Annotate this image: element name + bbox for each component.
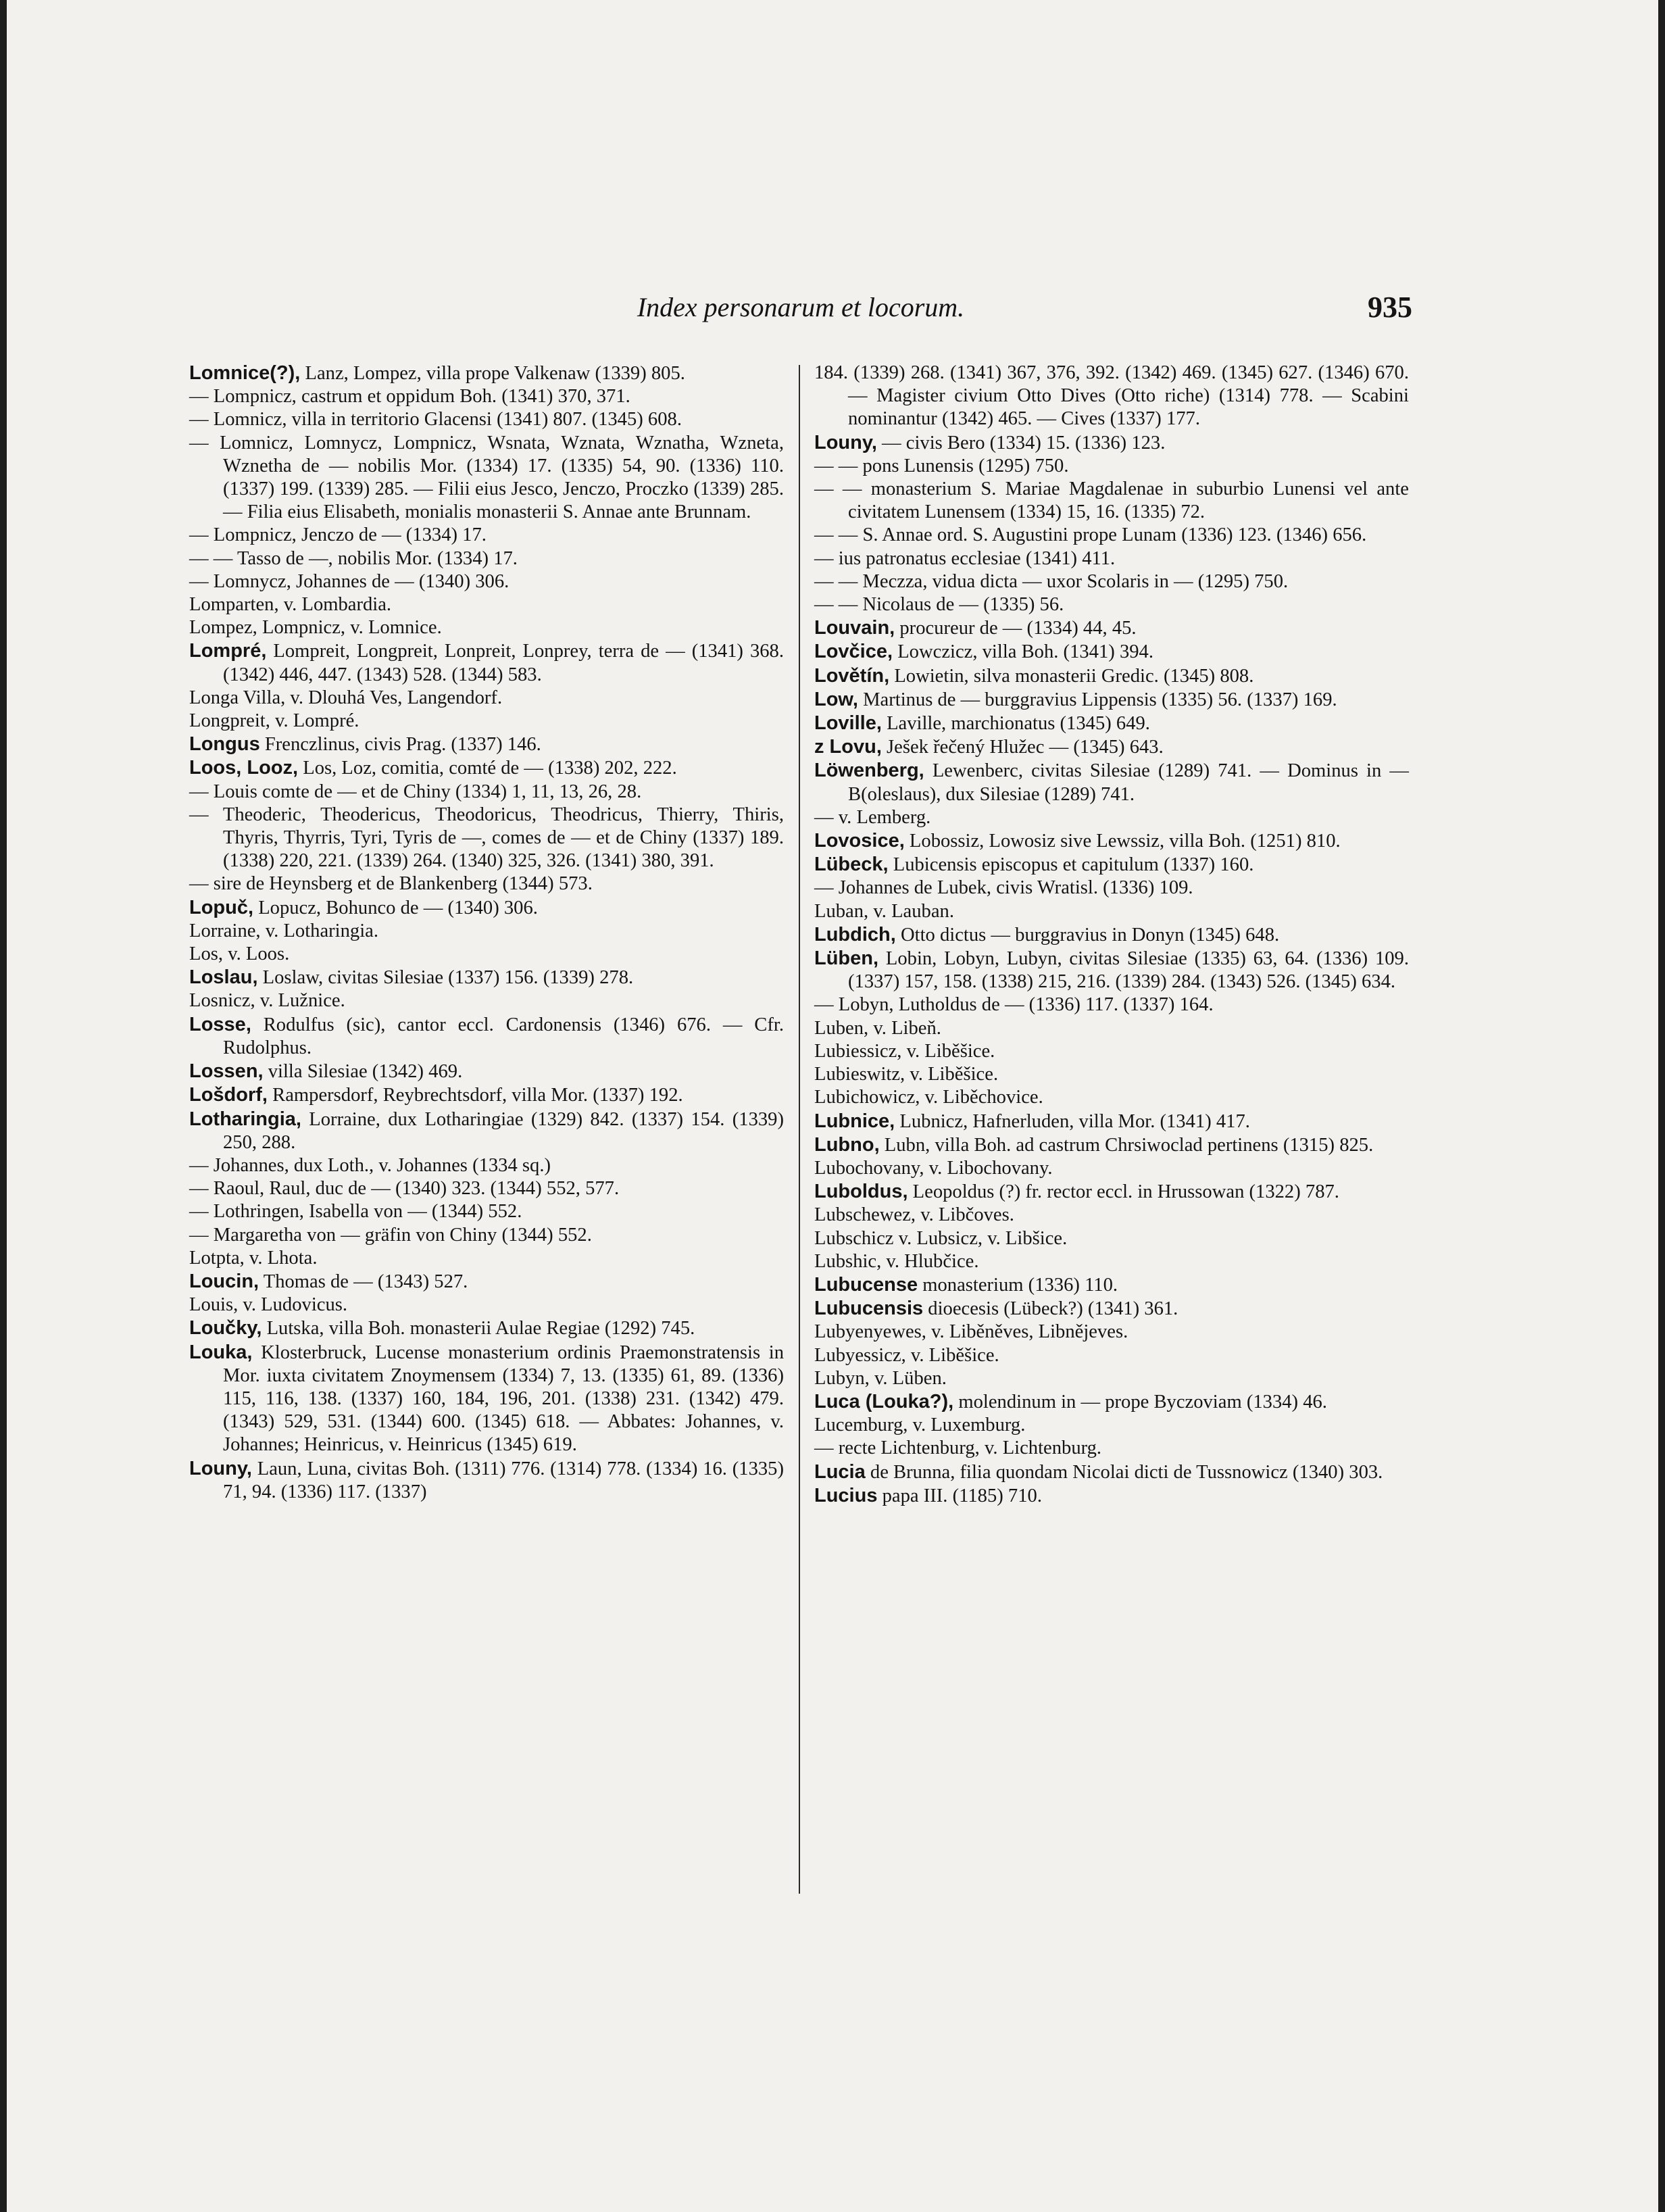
index-entry	[189, 1200, 784, 1223]
index-entry	[814, 1040, 1409, 1063]
index-entry	[189, 408, 784, 431]
entry-lemma: Loos, Looz,	[189, 757, 299, 779]
entry-text: — Johannes, dux Loth., v. Johannes (1334 sq.)	[189, 1154, 551, 1176]
entry-text: Otto dictus — burggravius in Donyn (1345) 648.	[895, 924, 1280, 945]
entry-text: — Lomnycz, Johannes de — (1340) 306.	[189, 570, 510, 592]
index-entry	[814, 829, 1409, 853]
index-entry	[814, 712, 1409, 735]
index-entry	[189, 966, 784, 989]
entry-text: — — monasterium S. Mariae Magdalenae in suburbio Lunensi vel ante civitatem Lunensem (1334) 15, 16. (1335) 72.	[814, 478, 1409, 523]
entry-text: — Lompnicz, castrum et oppidum Boh. (1341) 370, 371.	[189, 386, 630, 408]
index-entry	[189, 639, 784, 686]
index-entry	[189, 1108, 784, 1154]
entry-text: Leopoldus (?) fr. rector eccl. in Hrussowan (1322) 787.	[908, 1181, 1339, 1203]
entry-text: — — pons Lunensis (1295) 750.	[814, 455, 1069, 476]
entry-text: Lubiessicz, v. Liběšice.	[814, 1040, 995, 1062]
index-entry	[814, 1297, 1409, 1321]
entry-text: monasterium (1336) 110.	[918, 1274, 1118, 1296]
entry-text: 184. (1339) 268. (1341) 367, 376, 392. (1342) 469. (1345) 627. (1346) 670. — Magister civium Otto Dives (Otto riche) (1314) 778. — Scabini nominantur (1342) 465. — Cives (1337) 177.	[814, 362, 1409, 430]
entry-lemma: Lubdich,	[814, 923, 896, 945]
index-entry	[814, 1063, 1409, 1086]
index-entry	[814, 947, 1409, 993]
entry-lemma: Lubucensis	[814, 1298, 924, 1320]
entry-lemma: Lossen,	[189, 1060, 264, 1083]
entry-text: — sire de Heynsberg et de Blankenberg (1344) 573.	[189, 873, 593, 895]
entry-lemma: Lovětín,	[814, 664, 890, 687]
entry-lemma: Lucius	[814, 1484, 878, 1506]
entry-text: — recte Lichtenburg, v. Lichtenburg.	[814, 1437, 1102, 1459]
index-entry	[189, 710, 784, 733]
entry-text: Lompez, Lompnicz, v. Lomnice.	[189, 617, 442, 639]
entry-lemma: Lopuč,	[189, 896, 254, 918]
index-entry	[189, 1270, 784, 1294]
entry-text: Lobin, Lobyn, Lubyn, civitas Silesiae (1335) 63, 64. (1336) 109. (1337) 157, 158. (1338) 215, 216. (1339) 284. (1343) 526. (1345) 634.	[848, 948, 1409, 993]
index-entry	[814, 1180, 1409, 1204]
column-divider	[799, 365, 800, 1894]
running-title: Index personarum et locorum.	[637, 292, 965, 322]
index-entry	[189, 1247, 784, 1270]
entry-text: Los, Loz, comitia, comté de — (1338) 202, 222.	[298, 758, 677, 779]
entry-text: Laville, marchionatus (1345) 649.	[881, 713, 1150, 735]
index-entry	[189, 1154, 784, 1177]
index-entry	[189, 872, 784, 895]
index-entry	[189, 385, 784, 408]
entry-lemma: Löwenberg,	[814, 760, 924, 782]
entry-lemma: Lucia	[814, 1460, 866, 1483]
index-entry	[814, 853, 1409, 877]
index-entry	[814, 1086, 1409, 1109]
index-entry	[189, 1013, 784, 1060]
index-entry	[189, 733, 784, 756]
entry-text: Loslaw, civitas Silesiae (1337) 156. (1339) 278.	[257, 967, 634, 989]
index-entry	[814, 640, 1409, 664]
index-entry	[814, 923, 1409, 947]
entry-text: Laun, Luna, civitas Boh. (1311) 776. (1314) 778. (1334) 16. (1335) 71, 94. (1336) 117. (1337)	[223, 1458, 784, 1502]
entry-text: Ješek řečený Hlužec — (1345) 643.	[881, 737, 1164, 758]
book-page	[7, 0, 1658, 2212]
entry-text: Louis, v. Ludovicus.	[189, 1294, 348, 1316]
entry-lemma: Lovčice,	[814, 641, 893, 663]
index-entry	[814, 877, 1409, 900]
index-entry	[814, 524, 1409, 547]
entry-lemma: Louny,	[814, 431, 877, 453]
page-number: 935	[1368, 291, 1412, 324]
entry-text: Lubochovany, v. Libochovany.	[814, 1157, 1053, 1179]
index-entry	[189, 616, 784, 639]
index-entry	[814, 1321, 1409, 1344]
index-entry	[189, 756, 784, 780]
index-entry	[189, 989, 784, 1012]
entry-lemma: Lubnice,	[814, 1110, 895, 1132]
entry-text: — Lomnicz, Lomnycz, Lompnicz, Wsnata, Wznata, Wznatha, Wzneta, Wznetha de — nobilis Mor. (1334) 17. (1335) 54, 90. (1336) 110. (1337) 199. (1339) 285. — Filii eius Jesco, Jenczo, Proczko (1339) 285. — Filia eius Elisabeth, monialis monasterii S. Annae ante Brunnam.	[189, 432, 784, 523]
index-entry	[814, 688, 1409, 712]
entry-text: Lobossiz, Lowosiz sive Lewssiz, villa Boh. (1251) 810.	[904, 831, 1341, 852]
entry-text: de Brunna, filia quondam Nicolai dicti de Tussnowicz (1340) 303.	[865, 1461, 1383, 1483]
index-entry	[814, 1204, 1409, 1227]
index-entry	[189, 781, 784, 804]
index-entry	[189, 570, 784, 593]
index-entry	[189, 920, 784, 943]
entry-text: Losnicz, v. Lužnice.	[189, 990, 345, 1012]
entry-text: — ius patronatus ecclesiae (1341) 411.	[814, 547, 1116, 569]
entry-text: Lubschewez, v. Libčoves.	[814, 1204, 1014, 1226]
index-entry	[189, 1341, 784, 1457]
index-entry	[814, 1414, 1409, 1437]
index-entry	[814, 362, 1409, 431]
entry-text: — Lobyn, Lutholdus de — (1336) 117. (1337) 164.	[814, 994, 1214, 1016]
entry-lemma: Lubucense	[814, 1273, 918, 1296]
entry-lemma: Lomnice(?),	[189, 362, 301, 384]
entry-lemma: Lubno,	[814, 1133, 880, 1156]
entry-text: — — Tasso de —, nobilis Mor. (1334) 17.	[189, 547, 518, 569]
entry-text: Lucemburg, v. Luxemburg.	[814, 1415, 1026, 1436]
entry-lemma: Luca (Louka?),	[814, 1390, 954, 1412]
entry-lemma: Lübeck,	[814, 854, 889, 876]
entry-text: Lorraine, dux Lotharingiae (1329) 842. (1337) 154. (1339) 250, 288.	[223, 1108, 784, 1153]
entry-text: Lanz, Lompez, villa prope Valkenaw (1339) 805.	[300, 363, 685, 384]
entry-text: — Theoderic, Theodericus, Theodoricus, Theodricus, Thierry, Thiris, Thyris, Thyrris, Tyri, Tyris de —, comes de — et de Chiny (1337) 189. (1338) 220, 221. (1339) 264. (1340) 325, 326. (1341) 380, 391.	[189, 804, 784, 872]
index-entry	[189, 1224, 784, 1247]
entry-text: Lubyenyewes, v. Liběněves, Libnějeves.	[814, 1321, 1128, 1343]
index-entry	[814, 431, 1409, 455]
entry-text: Rodulfus (sic), cantor eccl. Cardonensis (1346) 676. — Cfr. Rudolphus.	[223, 1014, 784, 1058]
index-entry	[814, 993, 1409, 1016]
entry-lemma: Louny,	[189, 1457, 252, 1479]
index-entry	[814, 806, 1409, 829]
entry-text: villa Silesiae (1342) 469.	[263, 1061, 463, 1083]
index-entry	[814, 1110, 1409, 1133]
entry-text: Lubn, villa Boh. ad castrum Chrsiwoclad pertinens (1315) 825.	[879, 1134, 1374, 1156]
index-entry	[814, 1273, 1409, 1297]
entry-text: procureur de — (1334) 44, 45.	[895, 618, 1137, 639]
index-entry	[189, 1317, 784, 1340]
index-entry	[814, 478, 1409, 524]
entry-text: — Lompnicz, Jenczo de — (1334) 17.	[189, 524, 487, 546]
right-column	[814, 362, 1409, 1508]
entry-text: Longa Villa, v. Dlouhá Ves, Langendorf.	[189, 687, 503, 708]
index-entry	[814, 455, 1409, 478]
index-entry	[814, 547, 1409, 570]
entry-lemma: Lošdorf,	[189, 1084, 268, 1106]
index-entry	[189, 1177, 784, 1200]
entry-text: Luben, v. Libeň.	[814, 1017, 941, 1039]
entry-text: Rampersdorf, Reybrechtsdorf, villa Mor. (1337) 192.	[268, 1085, 683, 1106]
index-entry	[814, 1390, 1409, 1414]
entry-text: Lorraine, v. Lotharingia.	[189, 920, 379, 941]
index-entry	[189, 524, 784, 547]
index-entry	[814, 1133, 1409, 1157]
entry-text: Thomas de — (1343) 527.	[259, 1271, 468, 1292]
index-entry	[189, 1083, 784, 1107]
entry-text: Martinus de — burggravius Lippensis (1335) 56. (1337) 169.	[858, 689, 1337, 710]
entry-lemma: z Lovu,	[814, 736, 882, 758]
entry-text: Lomparten, v. Lombardia.	[189, 594, 392, 616]
index-entry	[814, 1460, 1409, 1484]
left-column	[189, 362, 784, 1504]
entry-text: Lubshic, v. Hlubčice.	[814, 1250, 979, 1272]
entry-lemma: Lovosice,	[814, 830, 905, 852]
index-entry	[189, 687, 784, 710]
entry-text: Lotpta, v. Lhota.	[189, 1247, 318, 1269]
entry-text: dioecesis (Lübeck?) (1341) 361.	[923, 1298, 1178, 1320]
entry-lemma: Lompré,	[189, 640, 267, 662]
entry-text: — civis Bero (1334) 15. (1336) 123.	[876, 432, 1166, 453]
entry-lemma: Low,	[814, 688, 858, 710]
entry-lemma: Losse,	[189, 1013, 251, 1035]
index-entry	[814, 1367, 1409, 1390]
index-entry	[814, 735, 1409, 759]
index-entry	[814, 1344, 1409, 1367]
entry-lemma: Loučky,	[189, 1317, 262, 1340]
entry-text: Lubicensis episcopus et capitulum (1337) 160.	[888, 854, 1254, 876]
entry-text: — — Nicolaus de — (1335) 56.	[814, 594, 1064, 616]
entry-text: papa III. (1185) 710.	[877, 1485, 1042, 1506]
entry-lemma: Loville,	[814, 712, 882, 735]
entry-text: — Raoul, Raul, duc de — (1340) 323. (1344) 552, 577.	[189, 1178, 620, 1200]
entry-text: — — Meczza, vidua dicta — uxor Scolaris in — (1295) 750.	[814, 570, 1289, 592]
entry-lemma: Longus	[189, 733, 260, 756]
entry-lemma: Loslau,	[189, 966, 258, 989]
entry-lemma: Louka,	[189, 1341, 253, 1363]
index-entry	[814, 1484, 1409, 1508]
entry-text: Lubyessicz, v. Liběšice.	[814, 1344, 999, 1366]
index-entry	[189, 1060, 784, 1083]
entry-text: Lubschicz v. Lubsicz, v. Libšice.	[814, 1227, 1068, 1249]
index-entry	[814, 616, 1409, 640]
entry-text: — Lothringen, Isabella von — (1344) 552.	[189, 1201, 522, 1223]
entry-lemma: Lüben,	[814, 948, 879, 970]
entry-text: Lubnicz, Hafnerluden, villa Mor. (1341) 417.	[895, 1110, 1250, 1132]
entry-text: — Margaretha von — gräfin von Chiny (1344) 552.	[189, 1224, 592, 1246]
entry-text: — Lomnicz, villa in territorio Glacensi (1341) 807. (1345) 608.	[189, 409, 682, 431]
index-entry	[814, 593, 1409, 616]
entry-text: Lubieswitz, v. Liběšice.	[814, 1064, 999, 1085]
index-entry	[814, 570, 1409, 593]
entry-text: Lutska, villa Boh. monasterii Aulae Regiae (1292) 745.	[262, 1318, 695, 1340]
index-entry	[189, 943, 784, 966]
index-entry	[189, 1294, 784, 1317]
page-header	[189, 287, 1412, 328]
index-entry	[814, 900, 1409, 923]
entry-text: Luban, v. Lauban.	[814, 900, 954, 922]
index-entry	[189, 547, 784, 570]
entry-text: molendinum in — prope Byczoviam (1334) 46.	[953, 1391, 1327, 1412]
index-entry	[189, 896, 784, 920]
index-entry	[814, 664, 1409, 688]
entry-text: Lewenberc, civitas Silesiae (1289) 741. — Dominus in — B(oleslaus), dux Silesiae (1289) 741.	[848, 760, 1409, 805]
entry-text: Frenczlinus, civis Prag. (1337) 146.	[259, 734, 541, 756]
entry-lemma: Louvain,	[814, 617, 895, 639]
entry-text: Lubichowicz, v. Liběchovice.	[814, 1087, 1043, 1108]
index-entry	[814, 1227, 1409, 1250]
index-entry	[189, 593, 784, 616]
index-entry	[814, 759, 1409, 806]
entry-text: Lubyn, v. Lüben.	[814, 1367, 947, 1389]
entry-text: Los, v. Loos.	[189, 943, 290, 965]
entry-text: Longpreit, v. Lompré.	[189, 710, 359, 732]
index-entry	[189, 432, 784, 524]
entry-text: Lopucz, Bohunco de — (1340) 306.	[253, 897, 538, 918]
entry-text: — Johannes de Lubek, civis Wratisl. (1336) 109.	[814, 877, 1193, 899]
entry-text: Lowietin, silva monasterii Gredic. (1345) 808.	[889, 665, 1254, 687]
index-entry	[189, 1457, 784, 1504]
index-entry	[814, 1250, 1409, 1273]
entry-text: — v. Lemberg.	[814, 806, 931, 828]
entry-text: Klosterbruck, Lucense monasterium ordinis Praemonstratensis in Mor. iuxta civitatem Znoymensem (1334) 7, 13. (1335) 61, 89. (1336) 115, 116, 138. (1337) 160, 184, 196, 201. (1338) 231. (1342) 479. (1343) 529, 531. (1344) 600. (1345) 618. — Abbates: Johannes, v. Johannes; Heinricus, v. Heinricus (1345) 619.	[223, 1342, 784, 1456]
entry-lemma: Lotharingia,	[189, 1108, 301, 1130]
entry-text: — Louis comte de — et de Chiny (1334) 1, 11, 13, 26, 28.	[189, 781, 642, 802]
entry-text: Lowczicz, villa Boh. (1341) 394.	[893, 641, 1153, 663]
entry-text: Lompreit, Longpreit, Lonpreit, Lonprey, terra de — (1341) 368. (1342) 446, 447. (1343) 528. (1344) 583.	[223, 641, 784, 685]
index-entry	[814, 1017, 1409, 1040]
entry-lemma: Luboldus,	[814, 1181, 908, 1203]
entry-lemma: Loucin,	[189, 1270, 259, 1292]
index-entry	[189, 804, 784, 873]
entry-text: — — S. Annae ord. S. Augustini prope Lunam (1336) 123. (1346) 656.	[814, 524, 1367, 546]
index-entry	[814, 1437, 1409, 1460]
index-entry	[189, 362, 784, 385]
index-entry	[814, 1157, 1409, 1180]
